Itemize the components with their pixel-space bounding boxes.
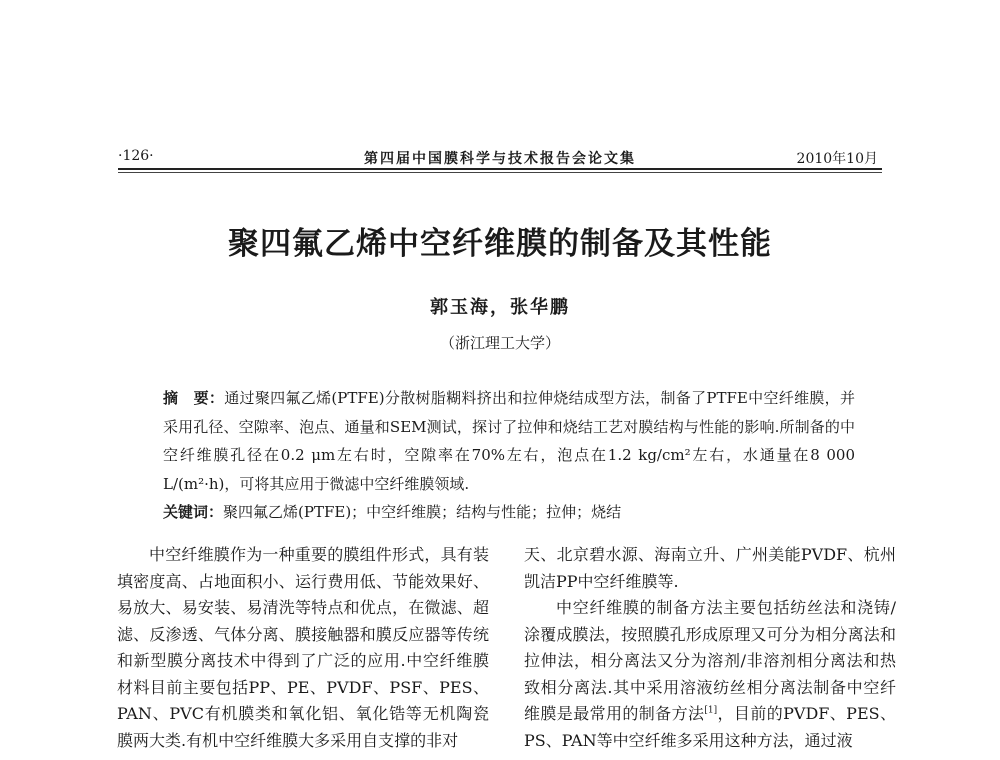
proceedings-title: 第四届中国膜科学与技术报告会论文集 bbox=[364, 151, 636, 167]
running-header bbox=[118, 146, 882, 170]
abstract-block bbox=[163, 384, 855, 527]
body-column-left bbox=[117, 542, 489, 754]
body-paragraph bbox=[524, 595, 896, 754]
keywords-text: 聚四氟乙烯(PTFE)；中空纤维膜；结构与性能；拉伸；烧结 bbox=[223, 503, 622, 521]
abstract bbox=[163, 384, 855, 498]
abstract-label: 摘 要： bbox=[163, 389, 225, 407]
abstract-text: 通过聚四氟乙烯(PTFE)分散树脂糊料挤出和拉伸烧结成型方法，制备了PTFE中空纤维膜，并采用孔径、空隙率、泡点、通量和SEM测试，探讨了拉伸和烧结工艺对膜结构与性能的影响.所制备的中空纤维膜孔径在0.2 μm左右时，空隙率在70%左右，泡点在1.2 kg/cm²左右，水通量在8 000 L/(m²·h)，可将其应用于微滤中空纤维膜领域. bbox=[163, 389, 855, 493]
keywords-label: 关键词： bbox=[163, 503, 224, 521]
body-text: 中空纤维膜的制备方法主要包括纺丝法和浇铸/涂覆成膜法，按照膜孔形成原理又可分为相分离法和拉伸法，相分离法又分为溶剂/非溶剂相分离法和热致相分离法.其中采用溶液纺丝相分离法制备中空纤维膜是最常用的制备方法 bbox=[524, 598, 896, 723]
authors: 郭玉海，张华鹏 bbox=[430, 297, 570, 318]
citation-ref: [1] bbox=[704, 705, 718, 716]
header-rule-thin bbox=[118, 172, 882, 173]
body-paragraph-continued: 天、北京碧水源、海南立升、广州美能PVDF、杭州凯洁PP中空纤维膜等. bbox=[524, 545, 896, 591]
keywords bbox=[163, 498, 855, 527]
paper-title: 聚四氟乙烯中空纤维膜的制备及其性能 bbox=[228, 226, 772, 262]
header-rule-thick bbox=[118, 168, 882, 170]
affiliation: （浙江理工大学） bbox=[439, 334, 560, 352]
body-text-cont: ，目前的PVDF、PES、PS、PAN等中空纤维多采用这种方法，通过液 bbox=[524, 704, 896, 750]
page-number: ·126· bbox=[118, 148, 154, 164]
body-paragraph: 中空纤维膜作为一种重要的膜组件形式，具有装填密度高、占地面积小、运行费用低、节能效果好、易放大、易安装、易清洗等特点和优点，在微滤、超滤、反渗透、气体分离、膜接触器和膜反应器等传统和新型膜分离技术中得到了广泛的应用.中空纤维膜材料目前主要包括PP、PE、PVDF、PSF、PES、PAN、PVC有机膜类和氧化铝、氧化锆等无机陶瓷膜两大类.有机中空纤维膜大多采用自支撑的非对 bbox=[117, 545, 489, 750]
publication-date: 2010年10月 bbox=[796, 151, 878, 167]
body-column-right bbox=[524, 542, 896, 754]
